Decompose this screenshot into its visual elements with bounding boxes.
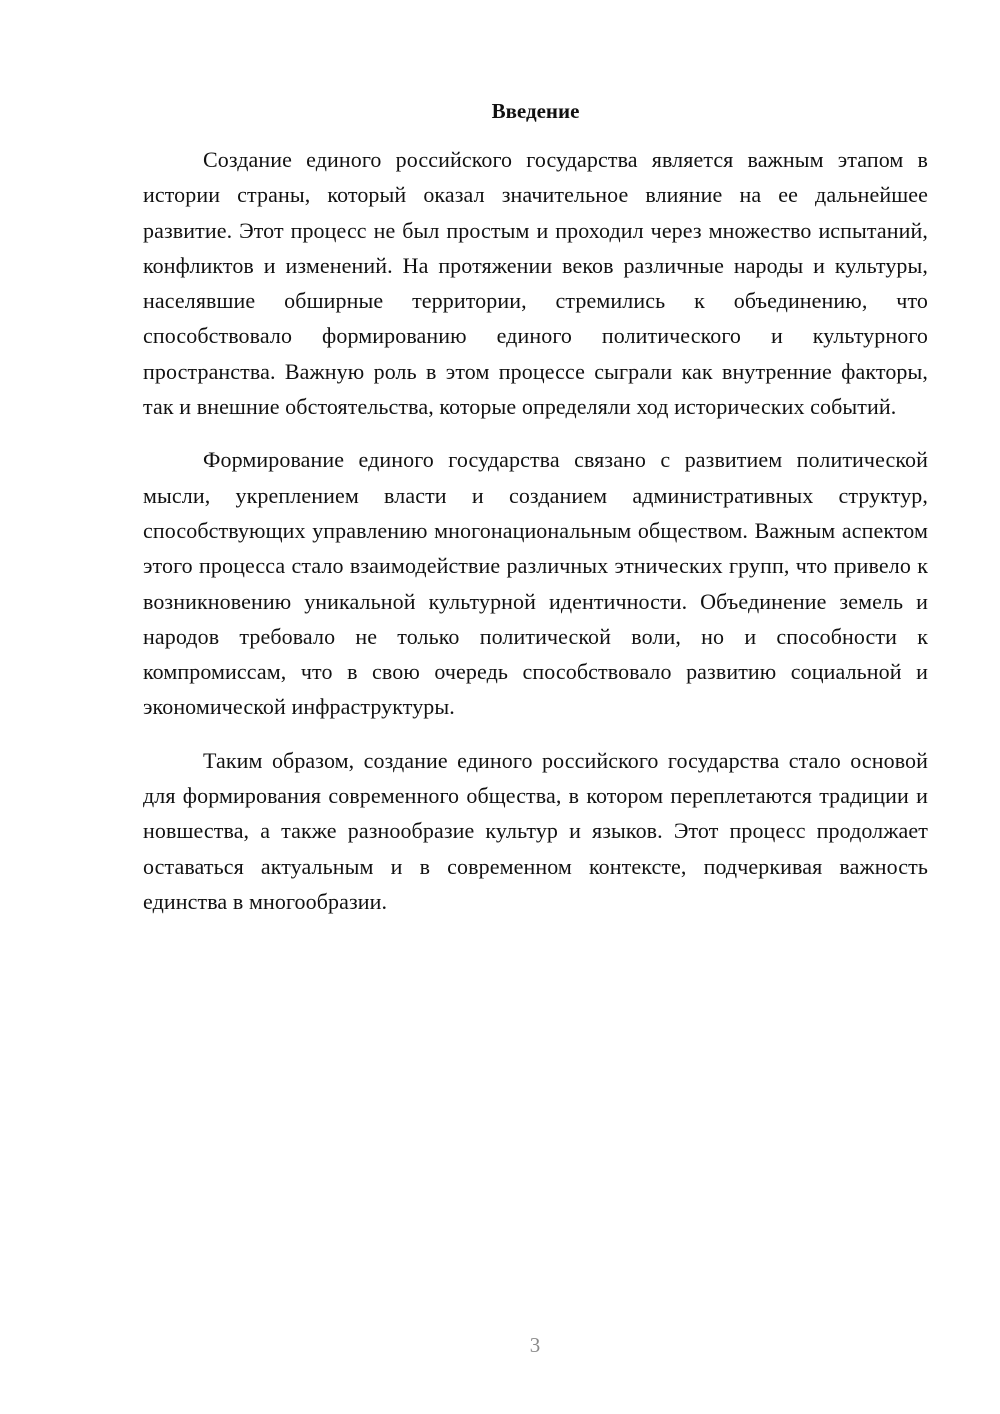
paragraph-intro: Создание единого российского государства является важным этапом в истории страны, который оказал значительное влияние на ее дальнейшее развитие. Этот процесс не был простым и проходил через множество испытаний, конфликтов и изменений. На протяжении веков различные народы и культуры, населявшие обширные территории, стремились к объединению, что способствовало формированию единого политического и культурного пространства. Важную роль в этом процессе сыграли как внутренние факторы, так и внешние обстоятельства, которые определяли ход исторических событий. bbox=[143, 147, 928, 420]
paragraph-formation: Формирование единого государства связано с развитием политической мысли, укреплением власти и созданием административных структур, способствующих управлению многонациональным обществом. Важным аспектом этого процесса стало взаимодействие различных этнических групп, что привело к возникновению уникальной культурной идентичности. Объединение земель и народов требовало не только политической воли, но и способности к компромиссам, что в свою очередь способствовало развитию социальной и экономической инфраструктуры. bbox=[143, 447, 928, 720]
page-number: 3 bbox=[529, 1333, 541, 1357]
section-heading: Введение bbox=[491, 99, 580, 123]
paragraph-conclusion: Таким образом, создание единого российского государства стало основой для формирования современного общества, в котором переплетаются традиции и новшества, а также разнообразие культур и языков. Этот процесс продолжает оставаться актуальным и в современном контексте, подчеркивая важность единства в многообразии. bbox=[143, 747, 928, 914]
page-content bbox=[143, 96, 928, 919]
